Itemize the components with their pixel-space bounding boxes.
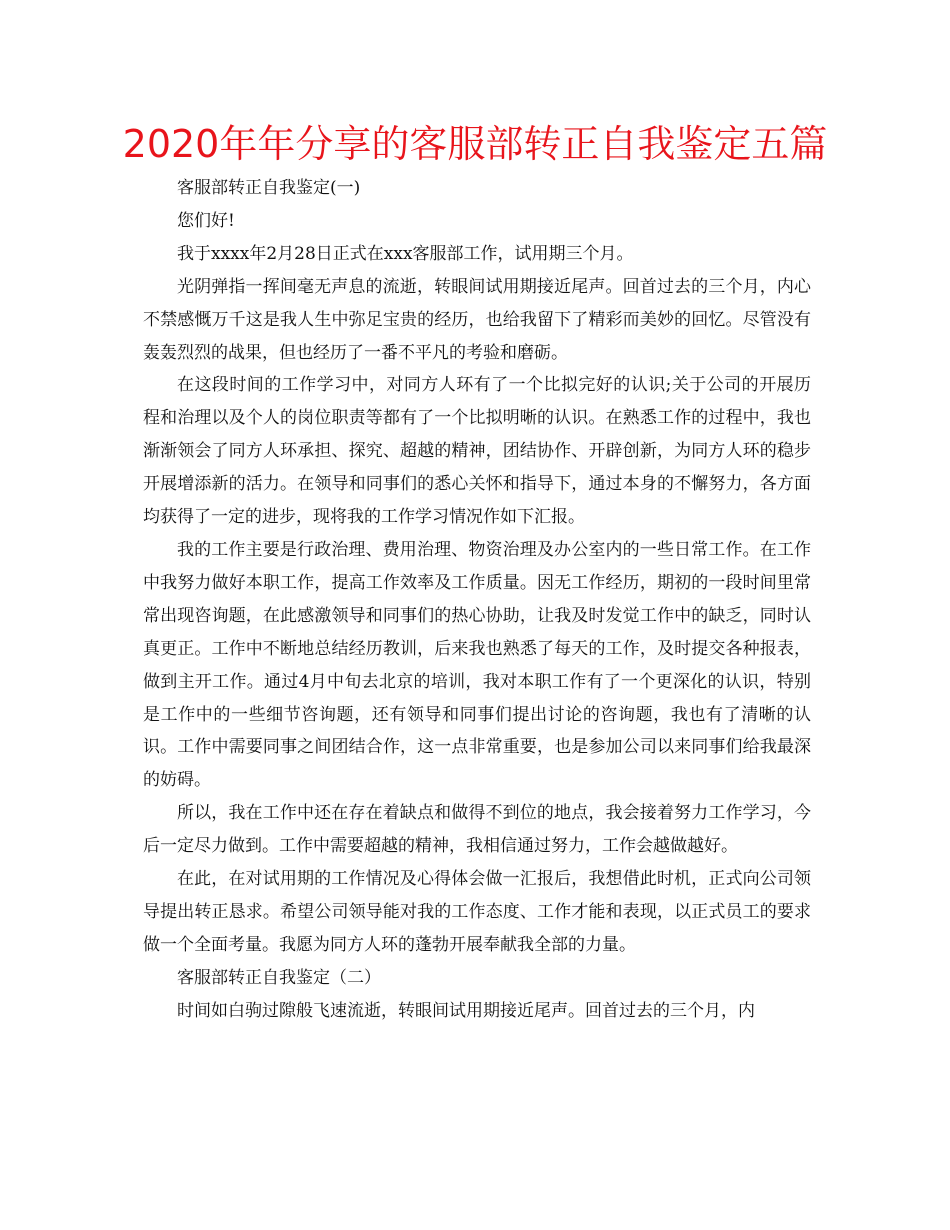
document-title: 2020年年分享的客服部转正自我鉴定五篇 — [122, 122, 828, 166]
body-paragraph: 在此，在对试用期的工作情况及心得体会做一汇报后，我想借此时机，正式向公司领导提出转正恳求。希望公司领导能对我的工作态度、工作才能和表现，以正式员工的要求做一个全面考量。我愿为同方人环的蓬勃开展奉献我全部的力量。 — [143, 869, 811, 955]
body-paragraph: 在这段时间的工作学习中，对同方人环有了一个比拟完好的认识;关于公司的开展历程和治理以及个人的岗位职责等都有了一个比拟明晰的认识。在熟悉工作的过程中，我也渐渐领会了同方人环承担、探究、超越的精神，团结协作、开辟创新，为同方人环的稳步开展增添新的活力。在领导和同事们的悉心关怀和指导下，通过本身的不懈努力，各方面均获得了一定的进步，现将我的工作学习情况作如下汇报。 — [143, 375, 811, 528]
section-heading: 客服部转正自我鉴定(一) — [177, 178, 361, 198]
section-heading: 客服部转正自我鉴定（二） — [177, 967, 381, 988]
document-body — [143, 172, 811, 1028]
greeting-paragraph: 您们好! — [177, 210, 235, 231]
body-paragraph: 我于xxxx年2月28日正式在xxx客服部工作，试用期三个月。 — [177, 243, 634, 264]
body-paragraph: 所以，我在工作中还在存在着缺点和做得不到位的地点，我会接着努力工作学习，今后一定尽力做到。工作中需要超越的精神，我相信通过努力，工作会越做越好。 — [143, 803, 811, 857]
body-paragraph: 时间如白驹过隙般飞速流逝，转眼间试用期接近尾声。回首过去的三个月，内 — [177, 1000, 755, 1021]
body-paragraph: 光阴弹指一挥间毫无声息的流逝，转眼间试用期接近尾声。回首过去的三个月，内心不禁感慨万千这是我人生中弥足宝贵的经历，也给我留下了精彩而美妙的回忆。尽管没有轰轰烈烈的战果，但也经历了一番不平凡的考验和磨砺。 — [143, 276, 811, 363]
body-paragraph: 我的工作主要是行政治理、费用治理、物资治理及办公室内的一些日常工作。在工作中我努力做好本职工作，提高工作效率及工作质量。因无工作经历，期初的一段时间里常常出现咨询题，在此感激领导和同事们的热心协助，让我及时发觉工作中的缺乏，同时认真更正。工作中不断地总结经历教训，后来我也熟悉了每天的工作，及时提交各种报表，做到主开工作。通过4月中旬去北京的培训，我对本职工作有了一个更深化的认识，特别是工作中的一些细节咨询题，还有领导和同事们提出讨论的咨询题，我也有了清晰的认识。工作中需要同事之间团结合作，这一点非常重要，也是参加公司以来同事们给我最深的妨碍。 — [143, 539, 811, 791]
